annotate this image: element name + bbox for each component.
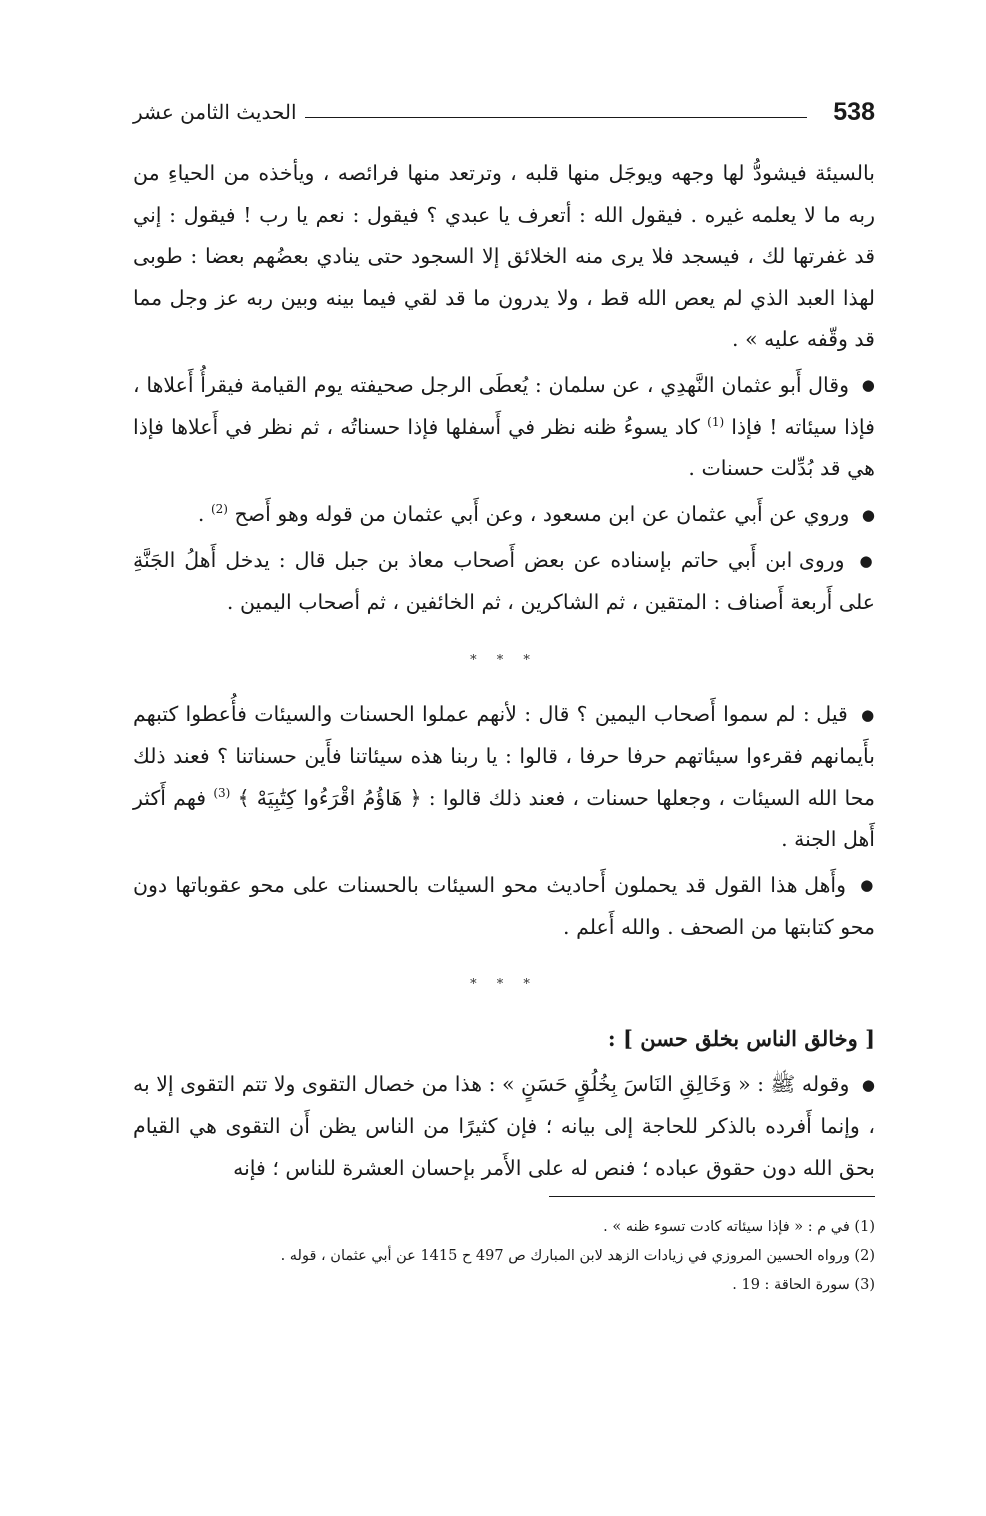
footnote-ref-1[interactable]: (1): [707, 414, 725, 429]
footnote-2: (2) ورواه الحسين المروزي في زيادات الزهد لابن المبارك ص 497 ح 1415 عن أبي عثمان ، قوله .: [280, 1248, 875, 1264]
paragraph-ashab-al-yamin: [133, 694, 875, 861]
page-header: [133, 98, 875, 132]
bullet-icon: ●: [861, 1075, 875, 1094]
paragraph-text: وروي عن أَبي عثمان عن ابن مسعود ، وعن أَبي عثمان من قوله وهو أَصح: [234, 501, 850, 526]
bullet-icon: ●: [859, 551, 875, 570]
paragraph-text: وأَهل هذا القول قد يحملون أَحاديث محو السيئات بالحسنات على محو عقوباتها دون محو كتابتها من الصحف . والله أَعلم .: [133, 872, 875, 939]
main-text: [133, 153, 875, 1193]
header-rule: [305, 117, 807, 118]
paragraph-text: وروى ابن أَبي حاتم بإسناده عن بعض أَصحاب معاذ بن جبل قال : يدخل أَهلُ الجَنَّةِ على أَربعة أَصناف : المتقين ، ثم الشاكرين ، ثم الخائفين ، ثم أصحاب اليمين .: [133, 548, 875, 615]
footnote-ref-3[interactable]: (3): [213, 785, 231, 800]
running-title: الحديث الثامن عشر: [133, 100, 297, 124]
section-separator: * * *: [470, 652, 538, 668]
footnote-rule: [549, 1196, 875, 1197]
paragraph-ibn-masud: [133, 494, 875, 536]
paragraph-text: وقال أَبو عثمان النَّهدِي ، عن سلمان : يُعطَى الرجل صحيفته يوم القيامة فيقرأُ أَعلاها ، فإذا سيئاته ! فإذا: [133, 372, 875, 439]
paragraph-text: وقوله ﷺ : « وَخَالِقِ النَاسَ بِخُلُقٍ حَسَنٍ » : هذا من خصال التقوى ولا تتم التقوى إلا به ، وإنما أَفرده بالذكر للحاجة إلى بيانه ؛ فإن كثيرًا من الناس يظن أَن التقوى هي القيام بحق الله دون حقوق عباده ؛ فنص له على الأَمر بإحسان العشرة للناس ؛ فإنه: [133, 1071, 875, 1180]
section-heading: [ وخالق الناس بخلق حسن ] :: [607, 1026, 875, 1052]
bullet-icon: ●: [861, 505, 875, 524]
paragraph-continuation: بالسيئة فيشودُّ لها وجهه ويوجَل منها قلبه ، وترتعد منها فرائصه ، ويأخذه من الحياءِ من ربه ما لا يعلمه غيره . فيقول الله : أتعرف يا عبدي ؟ فيقول : نعم يا رب ! فيقول : إني قد غفرتها لك ، فيسجد فلا يرى منه الخلائق إلا السجود حتى ينادي بعضُهم بعضا : طوبى لهذا العبد الذي لم يعص الله قط ، ولا يدرون ما قد لقي فيما بينه وبين ربه عز وجل مما قد وقّفه عليه » .: [133, 161, 875, 351]
paragraph-text: .: [197, 501, 205, 526]
page-number: 538: [833, 98, 875, 126]
paragraph-conclusion: [133, 865, 875, 949]
footnote-1: (1) في م : « فإذا سيئاته كادت تسوء ظنه » .: [603, 1219, 875, 1235]
paragraph-text: قيل : لم سموا أَصحاب اليمين ؟ قال : لأنهم عملوا الحسنات والسيئات فأُعطوا كتبهم بأَيمانهم فقرءوا سيئاتهم حرفا حرفا ، قالوا : يا ربنا هذه سيئاتنا فأَين حسناتنا ؟ فعند ذلك محا الله السيئات ، وجعلها حسنات ، فعند ذلك قالوا : ﴿ هَاؤُمُ اقْرَءُوا كِتَٰبِيَهْ ﴾: [133, 701, 875, 810]
paragraph-salman: [133, 365, 875, 490]
footnotes: [133, 1213, 875, 1300]
paragraph-ibn-abi-hatim: [133, 540, 875, 624]
footnote-3: (3) سورة الحاقة : 19 .: [732, 1277, 875, 1293]
bullet-icon: ●: [860, 876, 875, 895]
bullet-icon: ●: [861, 705, 875, 724]
footnote-ref-2[interactable]: (2): [210, 501, 228, 516]
paragraph-text: فهم أَكثر أَهل الجنة .: [133, 785, 875, 851]
paragraph-good-character: [133, 1064, 875, 1189]
bullet-icon: ●: [861, 376, 875, 395]
section-separator: * * *: [470, 977, 538, 993]
paragraph-text: كاد يسوءُ ظنه نظر في أَسفلها فإذا حسناتُه ، ثم نظر في أَعلاها فإذا هي قد بُدِّلت حسنات .: [133, 414, 875, 481]
